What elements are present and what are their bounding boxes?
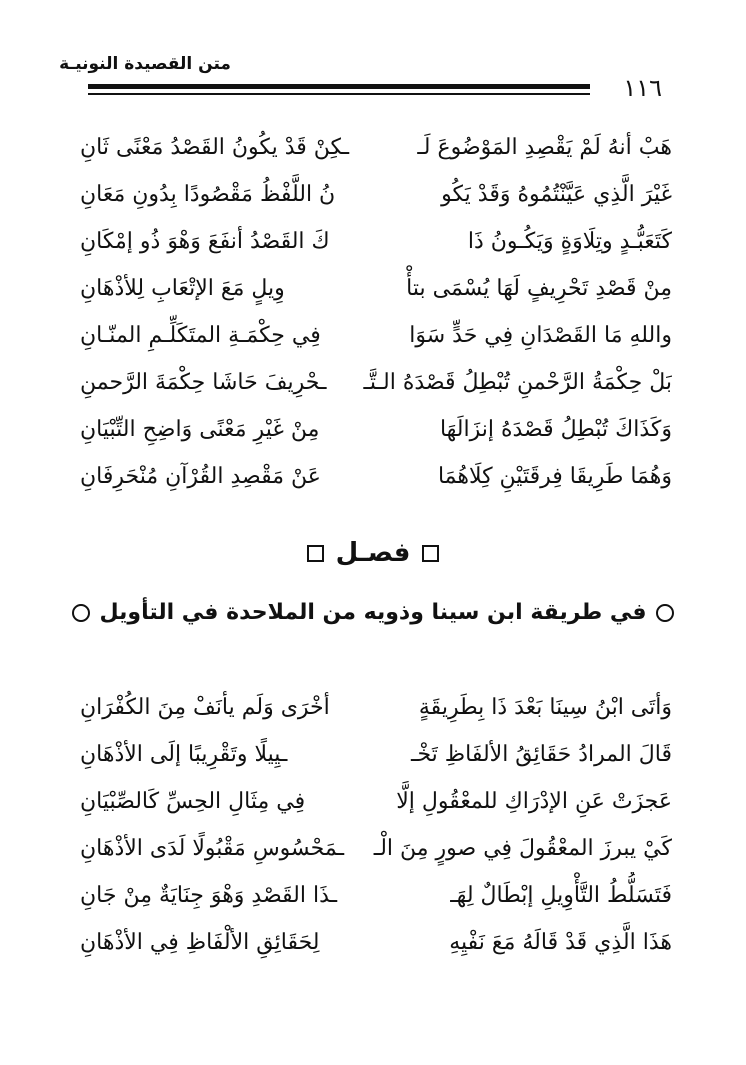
section-heading: [0, 538, 746, 568]
verse-line: [80, 919, 672, 966]
square-ornament-icon: [422, 545, 439, 562]
circle-ornament-icon: [656, 604, 674, 622]
verse-first-hemistich: فَتَسَلُّطُ التَّأْوِيلِ إبْطَالٌ لِهَـ: [450, 883, 672, 908]
verse-line: [80, 684, 672, 731]
verse-line: [80, 825, 672, 872]
section-title: فصـل: [335, 538, 411, 568]
verse-line: [80, 406, 672, 453]
verse-first-hemistich: وَأتَى ابْنُ سِينَا بَعْدَ ذَا بِطَرِيقَةٍ: [418, 695, 672, 720]
poem-block-2: [80, 684, 672, 966]
verse-second-hemistich: فِي مِثَالِ الحِسِّ كَالصِّبْيَانِ: [80, 789, 306, 814]
circle-ornament-icon: [72, 604, 90, 622]
verse-line: [80, 872, 672, 919]
verse-second-hemistich: ـمَحْسُوسِ مَقْبُولًا لَدَى الأذْهَانِ: [80, 836, 345, 861]
verse-first-hemistich: بَلْ حِكْمَةُ الرَّحْمنِ تُبْطِلُ قَصْدَهُ الـتَّـ: [363, 370, 672, 395]
page-number: ١١٦: [623, 74, 662, 102]
verse-first-hemistich: كَيْ يبرزَ المعْقُولَ فِي صورٍ مِنَ الْـ: [373, 836, 672, 861]
verse-line: [80, 124, 672, 171]
verse-line: [80, 731, 672, 778]
verse-first-hemistich: واللهِ مَا القَصْدَانِ فِي حَدٍّ سَوَا: [409, 323, 672, 348]
verse-line: [80, 171, 672, 218]
verse-second-hemistich: عَنْ مَقْصِدِ القُرْآنِ مُنْحَرِفَانِ: [80, 464, 321, 489]
verse-line: [80, 359, 672, 406]
verse-second-hemistich: لِحَقَائِقِ الألْفَاظِ فِي الأذْهَانِ: [80, 930, 320, 955]
header-rule-thin: [88, 93, 590, 95]
verse-line: [80, 453, 672, 500]
section-subheading: [0, 600, 746, 625]
verse-first-hemistich: عَجزَتْ عَنِ الإدْرَاكِ للمعْقُولِ إلَّا: [396, 789, 672, 814]
section-subtitle: في طريقة ابن سينا وذويه من الملاحدة في التأويل: [99, 600, 647, 625]
verse-first-hemistich: مِنْ قَصْدِ تَحْرِيفٍ لَهَا يُسْمَى بتأْ: [406, 276, 672, 301]
verse-first-hemistich: غَيْرَ الَّذِي عَيَّنْتُمُوهُ وَقَدْ يَكُو: [441, 182, 672, 207]
verse-second-hemistich: أخْرَى وَلَم يأنَفْ مِنَ الكُفْرَانِ: [80, 695, 330, 720]
poem-block-1: [80, 124, 672, 500]
verse-second-hemistich: ـذَا القَصْدِ وَهْوَ جِنَايَةٌ مِنْ جَانِ: [80, 883, 338, 908]
verse-first-hemistich: قَالَ المرادُ حَقَائِقُ الألفَاظِ تَخْـ: [411, 742, 672, 767]
verse-second-hemistich: ـكِنْ قَدْ يكُونُ القَصْدُ مَعْنًى ثَانِ: [80, 135, 350, 160]
verse-second-hemistich: نُ اللَّفْظُ مَقْصُودًا بِدُونِ مَعَانِ: [80, 182, 336, 207]
verse-line: [80, 218, 672, 265]
verse-second-hemistich: كَ القَصْدُ أنفَعَ وَهْوَ ذُو إمْكَانِ: [80, 229, 330, 254]
verse-second-hemistich: وِيلٍ مَعَ الإتْعَابِ لِلأذْهَانِ: [80, 276, 285, 301]
verse-second-hemistich: فِي حِكْمَـةِ المتَكَلِّـمِ المنّـانِ: [80, 323, 321, 348]
running-title: متن القصيدة النونيـة: [59, 54, 231, 74]
verse-second-hemistich: ـيِيلًا وتَقْرِيبًا إلَى الأذْهَانِ: [80, 742, 288, 767]
verse-second-hemistich: مِنْ غَيْرِ مَعْنًى وَاضِحِ التِّبْيَانِ: [80, 417, 320, 442]
verse-first-hemistich: هَبْ أنهُ لَمْ يَقْصِدِ المَوْضُوعَ لَـ: [417, 135, 672, 160]
verse-second-hemistich: ـحْرِيفَ حَاشَا حِكْمَةَ الرَّحمنِ: [80, 370, 327, 395]
verse-first-hemistich: وَكَذَاكَ تُبْطِلُ قَصْدَهُ إنزَالَهَا: [439, 417, 672, 442]
verse-line: [80, 778, 672, 825]
header-rule-thick: [88, 84, 590, 89]
square-ornament-icon: [307, 545, 324, 562]
verse-first-hemistich: هَذَا الَّذِي قَدْ قَالَهُ مَعَ نَفْيِهِ: [449, 930, 672, 955]
verse-line: [80, 265, 672, 312]
verse-line: [80, 312, 672, 359]
verse-first-hemistich: كَتَعَبُّـدٍ وتِلَاوَةٍ وَيَكُـونُ ذَا: [467, 229, 672, 254]
verse-first-hemistich: وَهُمَا طَرِيقَا فِرقَتَيْنِ كِلَاهُمَا: [437, 464, 672, 489]
